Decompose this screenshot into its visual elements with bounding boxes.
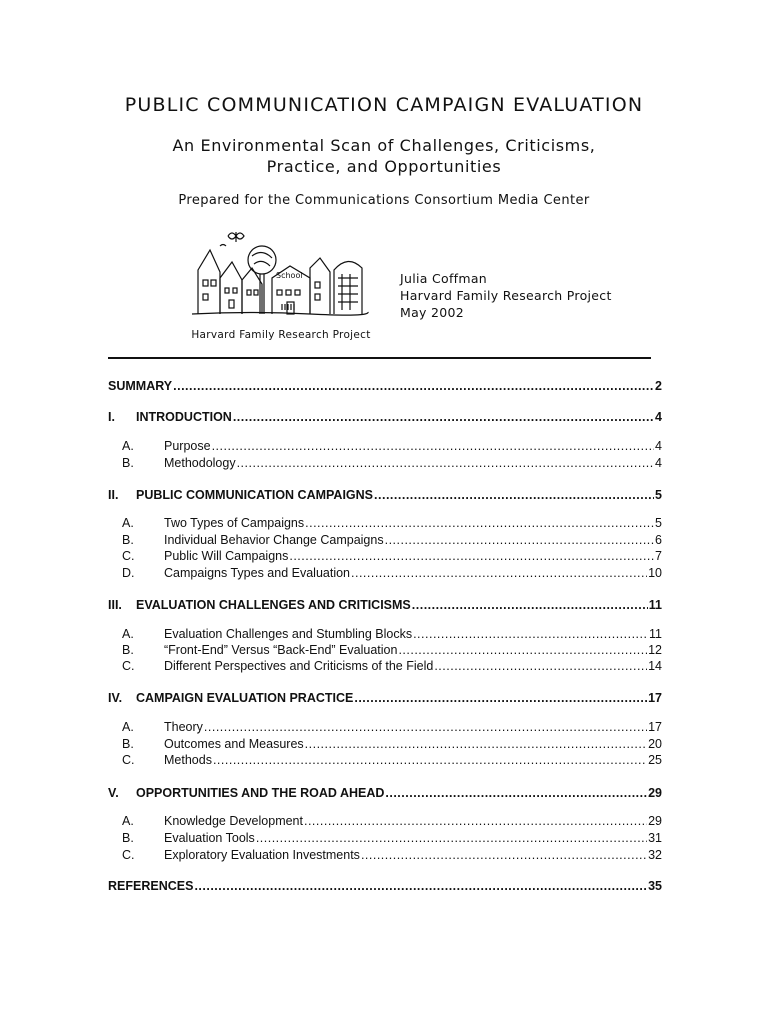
toc-dot-leader xyxy=(212,438,654,454)
toc-page-number: 4 xyxy=(655,410,662,424)
toc-page-number: 5 xyxy=(655,488,662,502)
toc-entry-number: A. xyxy=(122,814,134,828)
author-organization: Harvard Family Research Project xyxy=(400,288,612,303)
toc-entry-number: A. xyxy=(122,516,134,530)
toc-dot-leader xyxy=(194,878,647,894)
toc-section-entry xyxy=(108,378,662,394)
toc-subsection-entry xyxy=(108,532,662,548)
toc-entry-title: SUMMARY xyxy=(108,379,173,393)
toc-entry-title: Methodology xyxy=(164,456,236,470)
toc-entry-title: Campaigns Types and Evaluation xyxy=(164,566,350,580)
horizontal-divider xyxy=(108,357,651,359)
toc-subsection-entry xyxy=(108,626,662,642)
toc-dot-leader xyxy=(305,736,647,752)
toc-page-number: 29 xyxy=(648,786,662,800)
toc-entry-title: Different Perspectives and Criticisms of the Field xyxy=(164,659,434,673)
toc-entry-number: C. xyxy=(122,659,135,673)
toc-page-number: 31 xyxy=(648,831,662,845)
toc-subsection-entry xyxy=(108,719,662,735)
toc-entry-title: Knowledge Development xyxy=(164,814,303,828)
toc-page-number: 6 xyxy=(655,533,662,547)
toc-dot-leader xyxy=(434,658,647,674)
toc-subsection-entry xyxy=(108,642,662,658)
toc-page-number: 11 xyxy=(649,627,662,641)
toc-dot-leader xyxy=(398,642,647,658)
toc-entry-title: Methods xyxy=(164,753,212,767)
toc-section-entry xyxy=(108,690,662,706)
toc-page-number: 4 xyxy=(655,456,662,470)
toc-entry-number: A. xyxy=(122,627,134,641)
toc-entry-title: PUBLIC COMMUNICATION CAMPAIGNS xyxy=(136,488,374,502)
toc-entry-title: Individual Behavior Change Campaigns xyxy=(164,533,384,547)
toc-entry-number: C. xyxy=(122,848,135,862)
toc-dot-leader xyxy=(213,752,647,768)
toc-page-number: 20 xyxy=(648,737,662,751)
toc-entry-title: CAMPAIGN EVALUATION PRACTICE xyxy=(136,691,354,705)
toc-subsection-entry xyxy=(108,813,662,829)
toc-entry-number: I. xyxy=(108,410,115,424)
toc-dot-leader xyxy=(354,690,647,706)
toc-subsection-entry xyxy=(108,548,662,564)
toc-dot-leader xyxy=(351,565,647,581)
toc-dot-leader xyxy=(304,813,647,829)
toc-entry-number: B. xyxy=(122,456,134,470)
toc-page-number: 17 xyxy=(648,720,662,734)
toc-section-entry xyxy=(108,597,662,613)
toc-subsection-entry xyxy=(108,736,662,752)
toc-page-number: 17 xyxy=(648,691,662,705)
toc-entry-title: Evaluation Tools xyxy=(164,831,255,845)
toc-entry-number: B. xyxy=(122,533,134,547)
toc-entry-title: Public Will Campaigns xyxy=(164,549,289,563)
toc-dot-leader xyxy=(413,626,648,642)
toc-subsection-entry xyxy=(108,455,662,471)
school-sign-text: School xyxy=(276,271,303,280)
prepared-for-line: Prepared for the Communications Consortium Media Center xyxy=(178,193,590,208)
toc-page-number: 35 xyxy=(648,879,662,893)
subtitle-line-2: Practice, and Opportunities xyxy=(266,157,502,176)
toc-page-number: 14 xyxy=(648,659,662,673)
toc-page-number: 32 xyxy=(648,848,662,862)
toc-entry-number: B. xyxy=(122,737,134,751)
author-name: Julia Coffman xyxy=(400,271,488,286)
toc-entry-title: OPPORTUNITIES AND THE ROAD AHEAD xyxy=(136,786,385,800)
toc-entry-number: A. xyxy=(122,720,134,734)
author-block xyxy=(400,270,612,321)
toc-page-number: 5 xyxy=(655,516,662,530)
toc-entry-number: B. xyxy=(122,643,134,657)
subtitle-line-1: An Environmental Scan of Challenges, Criticisms, xyxy=(172,136,596,155)
toc-entry-number: B. xyxy=(122,831,134,845)
toc-page-number: 7 xyxy=(655,549,662,563)
document-title: PUBLIC COMMUNICATION CAMPAIGN EVALUATION xyxy=(124,94,644,116)
toc-entry-title: REFERENCES xyxy=(108,879,194,893)
toc-dot-leader xyxy=(305,515,654,531)
toc-section-entry xyxy=(108,487,662,503)
toc-subsection-entry xyxy=(108,565,662,581)
toc-page-number: 10 xyxy=(648,566,662,580)
toc-page-number: 4 xyxy=(655,439,662,453)
toc-subsection-entry xyxy=(108,515,662,531)
toc-dot-leader xyxy=(361,847,647,863)
toc-section-entry xyxy=(108,409,662,425)
toc-entry-number: C. xyxy=(122,549,135,563)
publication-date: May 2002 xyxy=(400,305,465,320)
toc-section-entry xyxy=(108,878,662,894)
toc-subsection-entry xyxy=(108,752,662,768)
toc-page-number: 2 xyxy=(655,379,662,393)
toc-dot-leader xyxy=(385,785,647,801)
toc-subsection-entry xyxy=(108,847,662,863)
toc-dot-leader xyxy=(374,487,654,503)
toc-subsection-entry xyxy=(108,830,662,846)
toc-subsection-entry xyxy=(108,658,662,674)
document-subtitle xyxy=(0,135,768,177)
toc-page-number: 25 xyxy=(648,753,662,767)
toc-page-number: 29 xyxy=(648,814,662,828)
toc-entry-title: INTRODUCTION xyxy=(136,410,232,424)
toc-entry-number: II. xyxy=(108,488,119,502)
toc-page-number: 11 xyxy=(648,598,662,612)
toc-dot-leader xyxy=(173,378,654,394)
toc-entry-title: “Front-End” Versus “Back-End” Evaluation xyxy=(164,643,398,657)
toc-dot-leader xyxy=(204,719,647,735)
toc-entry-number: V. xyxy=(108,786,119,800)
toc-page-number: 12 xyxy=(648,643,662,657)
child-drawing-illustration xyxy=(190,228,370,322)
toc-entry-number: C. xyxy=(122,753,135,767)
toc-dot-leader xyxy=(412,597,648,613)
toc-subsection-entry xyxy=(108,438,662,454)
toc-entry-title: EVALUATION CHALLENGES AND CRITICISMS xyxy=(136,598,411,612)
toc-entry-title: Two Types of Campaigns xyxy=(164,516,305,530)
toc-section-entry xyxy=(108,785,662,801)
toc-entry-title: Exploratory Evaluation Investments xyxy=(164,848,360,862)
toc-entry-title: Outcomes and Measures xyxy=(164,737,304,751)
toc-dot-leader xyxy=(237,455,654,471)
toc-entry-number: A. xyxy=(122,439,134,453)
toc-entry-number: IV. xyxy=(108,691,123,705)
toc-dot-leader xyxy=(256,830,647,846)
toc-dot-leader xyxy=(385,532,654,548)
toc-entry-number: III. xyxy=(108,598,122,612)
drawing-caption: Harvard Family Research Project xyxy=(191,329,371,341)
toc-dot-leader xyxy=(233,409,654,425)
toc-entry-number: D. xyxy=(122,566,135,580)
toc-entry-title: Theory xyxy=(164,720,203,734)
toc-dot-leader xyxy=(289,548,654,564)
toc-entry-title: Purpose xyxy=(164,439,211,453)
toc-entry-title: Evaluation Challenges and Stumbling Blocks xyxy=(164,627,413,641)
